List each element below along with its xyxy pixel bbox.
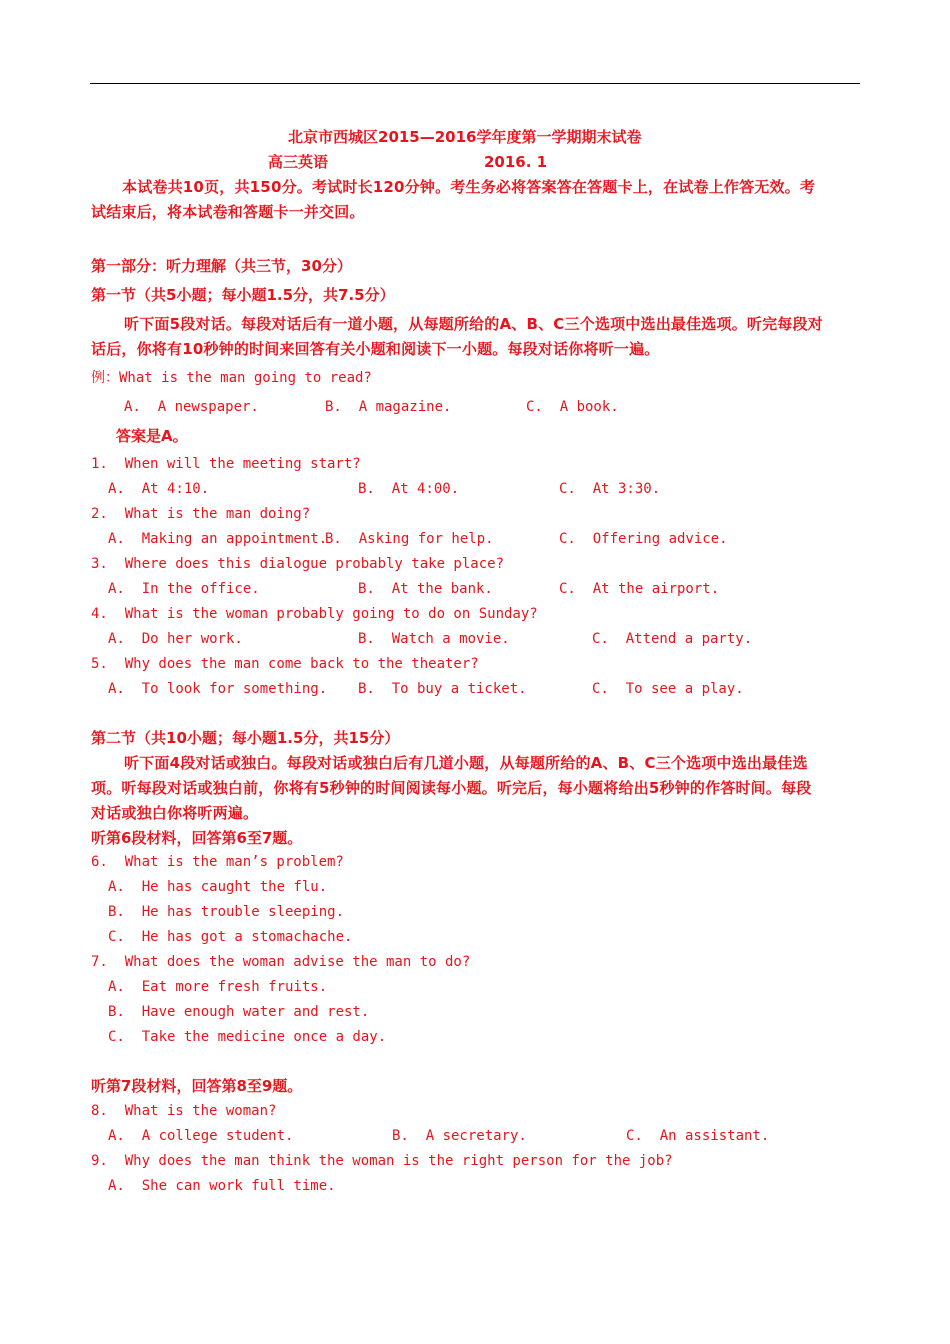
question-2-option-b: B. Asking for help.	[325, 531, 494, 547]
question-9: 9. Why does the man think the woman is the right person for the job?	[91, 1153, 673, 1169]
question-6-option-b: B. He has trouble sleeping.	[108, 904, 345, 920]
question-2: 2. What is the man doing?	[91, 506, 311, 522]
question-7-option-b: B. Have enough water and rest.	[108, 1004, 370, 1020]
intro-line-1: 本试卷共10页，共150分。考试时长120分钟。考生务必将答案答在答题卡上，在试卷上作答无效。考	[122, 178, 816, 196]
material-7-heading: 听第7段材料，回答第8至9题。	[91, 1077, 303, 1095]
intro-line-2: 试结束后，将本试卷和答题卡一并交回。	[91, 203, 365, 221]
question-8-option-c: C. An assistant.	[626, 1128, 770, 1144]
question-3-option-c: C. At the airport.	[559, 581, 720, 597]
question-7: 7. What does the woman advise the man to do?	[91, 954, 471, 970]
question-8-option-a: A. A college student.	[108, 1128, 294, 1144]
header-rule	[90, 83, 860, 84]
question-8: 8. What is the woman?	[91, 1103, 277, 1119]
example-answer: 答案是A。	[116, 427, 188, 445]
section2-title: 第二节（共10小题；每小题1.5分，共15分）	[91, 729, 400, 747]
example-option-a: A. A newspaper.	[124, 399, 259, 415]
question-6: 6. What is the man’s problem?	[91, 854, 344, 870]
question-5-option-c: C. To see a play.	[592, 681, 744, 697]
exam-subject: 高三英语	[268, 153, 329, 171]
question-5-option-b: B. To buy a ticket.	[358, 681, 527, 697]
question-1-option-b: B. At 4:00.	[358, 481, 460, 497]
question-8-option-b: B. A secretary.	[392, 1128, 527, 1144]
material-6-heading: 听第6段材料，回答第6至7题。	[91, 829, 303, 847]
question-9-option-a: A. She can work full time.	[108, 1178, 336, 1194]
section1-instruction-2: 话后，你将有10秒钟的时间来回答有关小题和阅读下一小题。每段对话你将听一遍。	[91, 340, 660, 358]
example-option-b: B. A magazine.	[325, 399, 452, 415]
question-2-option-c: C. Offering advice.	[559, 531, 728, 547]
question-4-option-c: C. Attend a party.	[592, 631, 753, 647]
exam-date: 2016. 1	[484, 153, 548, 171]
question-4-option-b: B. Watch a movie.	[358, 631, 510, 647]
question-3-option-a: A. In the office.	[108, 581, 260, 597]
question-5-option-a: A. To look for something.	[108, 681, 328, 697]
part1-title: 第一部分：听力理解（共三节，30分）	[91, 257, 352, 275]
exam-title: 北京市西城区2015—2016学年度第一学期期末试卷	[288, 128, 642, 146]
question-2-option-a: A. Making an appointment.	[108, 531, 328, 547]
section1-title: 第一节（共5小题；每小题1.5分，共7.5分）	[91, 286, 395, 304]
section1-instruction-1: 听下面5段对话。每段对话后有一道小题，从每题所给的A、B、C三个选项中选出最佳选项。听完每段对	[124, 315, 823, 333]
question-4: 4. What is the woman probably going to do on Sunday?	[91, 606, 538, 622]
question-1: 1. When will the meeting start?	[91, 456, 361, 472]
example-option-c: C. A book.	[526, 399, 619, 415]
section2-instruction-3: 对话或独白你将听两遍。	[91, 804, 259, 822]
question-4-option-a: A. Do her work.	[108, 631, 243, 647]
question-5: 5. Why does the man come back to the theater?	[91, 656, 479, 672]
question-1-option-c: C. At 3:30.	[559, 481, 661, 497]
question-7-option-c: C. Take the medicine once a day.	[108, 1029, 387, 1045]
section2-instruction-2: 项。听每段对话或独白前，你将有5秒钟的时间阅读每小题。听完后，每小题将给出5秒钟的作答时间。每段	[91, 779, 812, 797]
example-question: 例：What is the man going to read?	[91, 370, 372, 386]
section2-instruction-1: 听下面4段对话或独白。每段对话或独白后有几道小题，从每题所给的A、B、C三个选项中选出最佳选	[124, 754, 808, 772]
question-1-option-a: A. At 4:10.	[108, 481, 210, 497]
question-3: 3. Where does this dialogue probably take place?	[91, 556, 505, 572]
question-6-option-a: A. He has caught the flu.	[108, 879, 328, 895]
question-6-option-c: C. He has got a stomachache.	[108, 929, 353, 945]
question-3-option-b: B. At the bank.	[358, 581, 493, 597]
question-7-option-a: A. Eat more fresh fruits.	[108, 979, 328, 995]
